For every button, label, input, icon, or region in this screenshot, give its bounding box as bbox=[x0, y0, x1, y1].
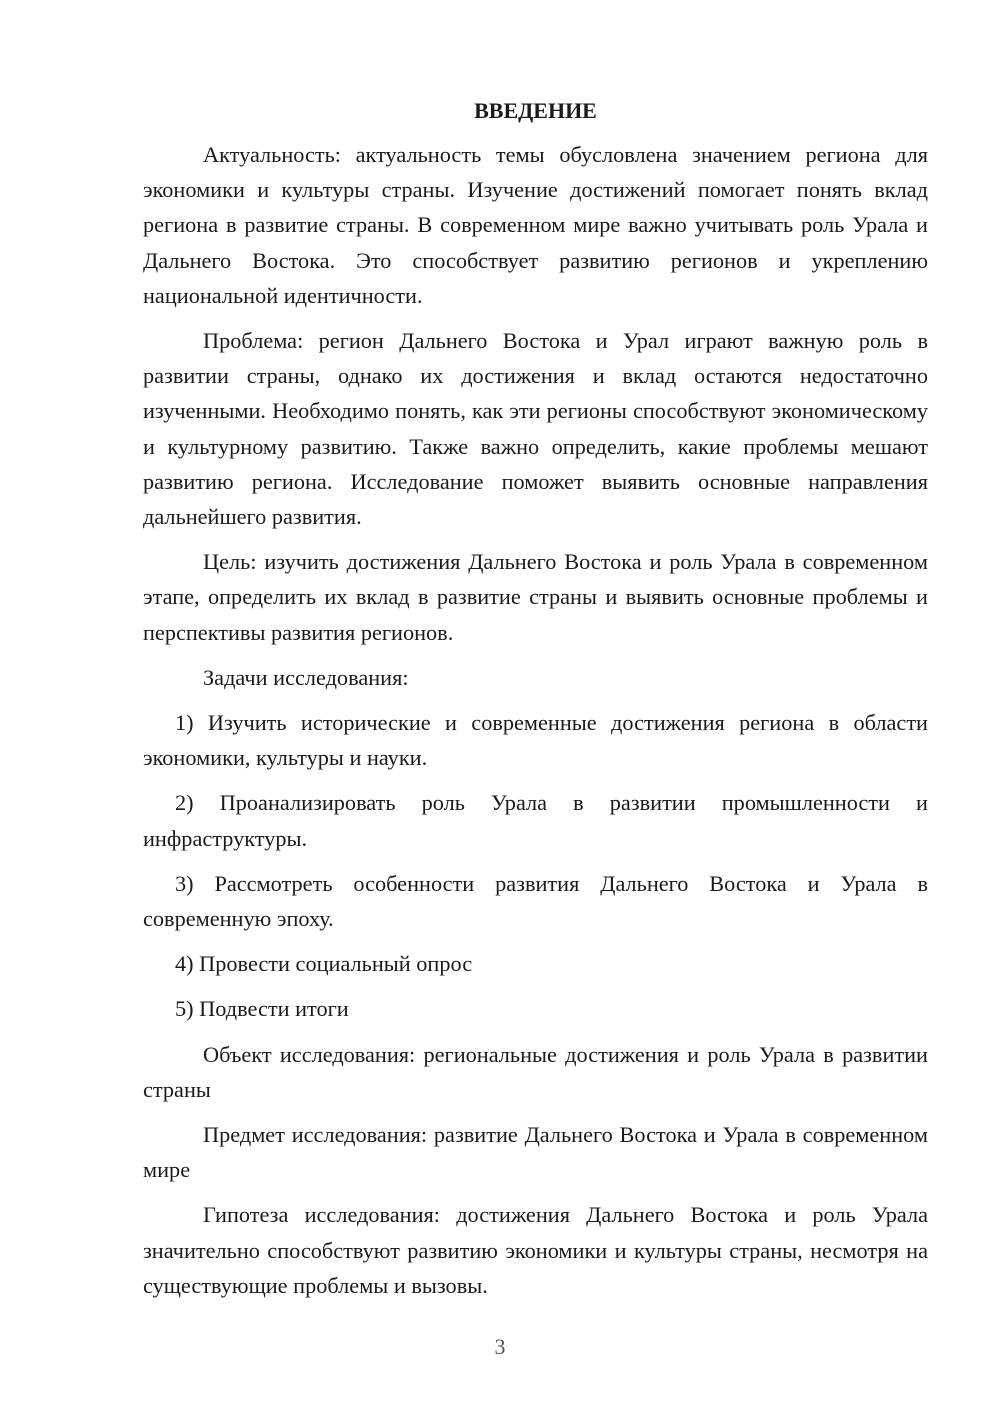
paragraph-hypothesis: Гипотеза исследования: достижения Дальнего Востока и роль Урала значительно способствуют развитию экономики и культуры страны, несмотря на существующие проблемы и вызовы. bbox=[143, 1202, 928, 1298]
task-item-1: 1) Изучить исторические и современные достижения региона в области экономики, культуры и науки. bbox=[143, 710, 928, 771]
task-item-3: 3) Рассмотреть особенности развития Дальнего Востока и Урала в современную эпоху. bbox=[143, 870, 928, 932]
paragraph-relevance: Актуальность: актуальность темы обусловлена значением региона для экономики и культуры страны. Изучение достижений помогает понять вклад региона в развитие страны. В современном мире важно учитывать роль Урала и Дальнего Востока. Это способствует развитию регионов и укреплению национальной идентичности. bbox=[143, 142, 928, 308]
page-number: 3 bbox=[494, 1334, 506, 1359]
paragraph-problem: Проблема: регион Дальнего Востока и Урал играют важную роль в развитии страны, однако их достижения и вклад остаются недостаточно изученными. Необходимо понять, как эти регионы способствуют экономическому и культурному развитию. Также важно определить, какие проблемы мешают развитию региона. Исследование поможет выявить основные направления дальнейшего развития. bbox=[143, 328, 928, 530]
page-content bbox=[143, 95, 928, 1313]
paragraph-subject: Предмет исследования: развитие Дальнего Востока и Урала в современном мире bbox=[143, 1122, 928, 1183]
task-item-4: 4) Провести социальный опрос bbox=[175, 951, 473, 977]
paragraph-goal: Цель: изучить достижения Дальнего Востока и роль Урала в современном этапе, определить их вклад в развитие страны и выявить основные проблемы и перспективы развития регионов. bbox=[143, 549, 928, 645]
paragraph-object: Объект исследования: региональные достижения и роль Урала в развитии страны bbox=[143, 1041, 928, 1102]
tasks-title: Задачи исследования: bbox=[203, 664, 409, 690]
page-title: ВВЕДЕНИЕ bbox=[474, 98, 597, 123]
task-item-5: 5) Подвести итоги bbox=[175, 996, 349, 1022]
task-item-2: 2) Проанализировать роль Урала в развитии промышленности и инфраструктуры. bbox=[143, 790, 928, 851]
